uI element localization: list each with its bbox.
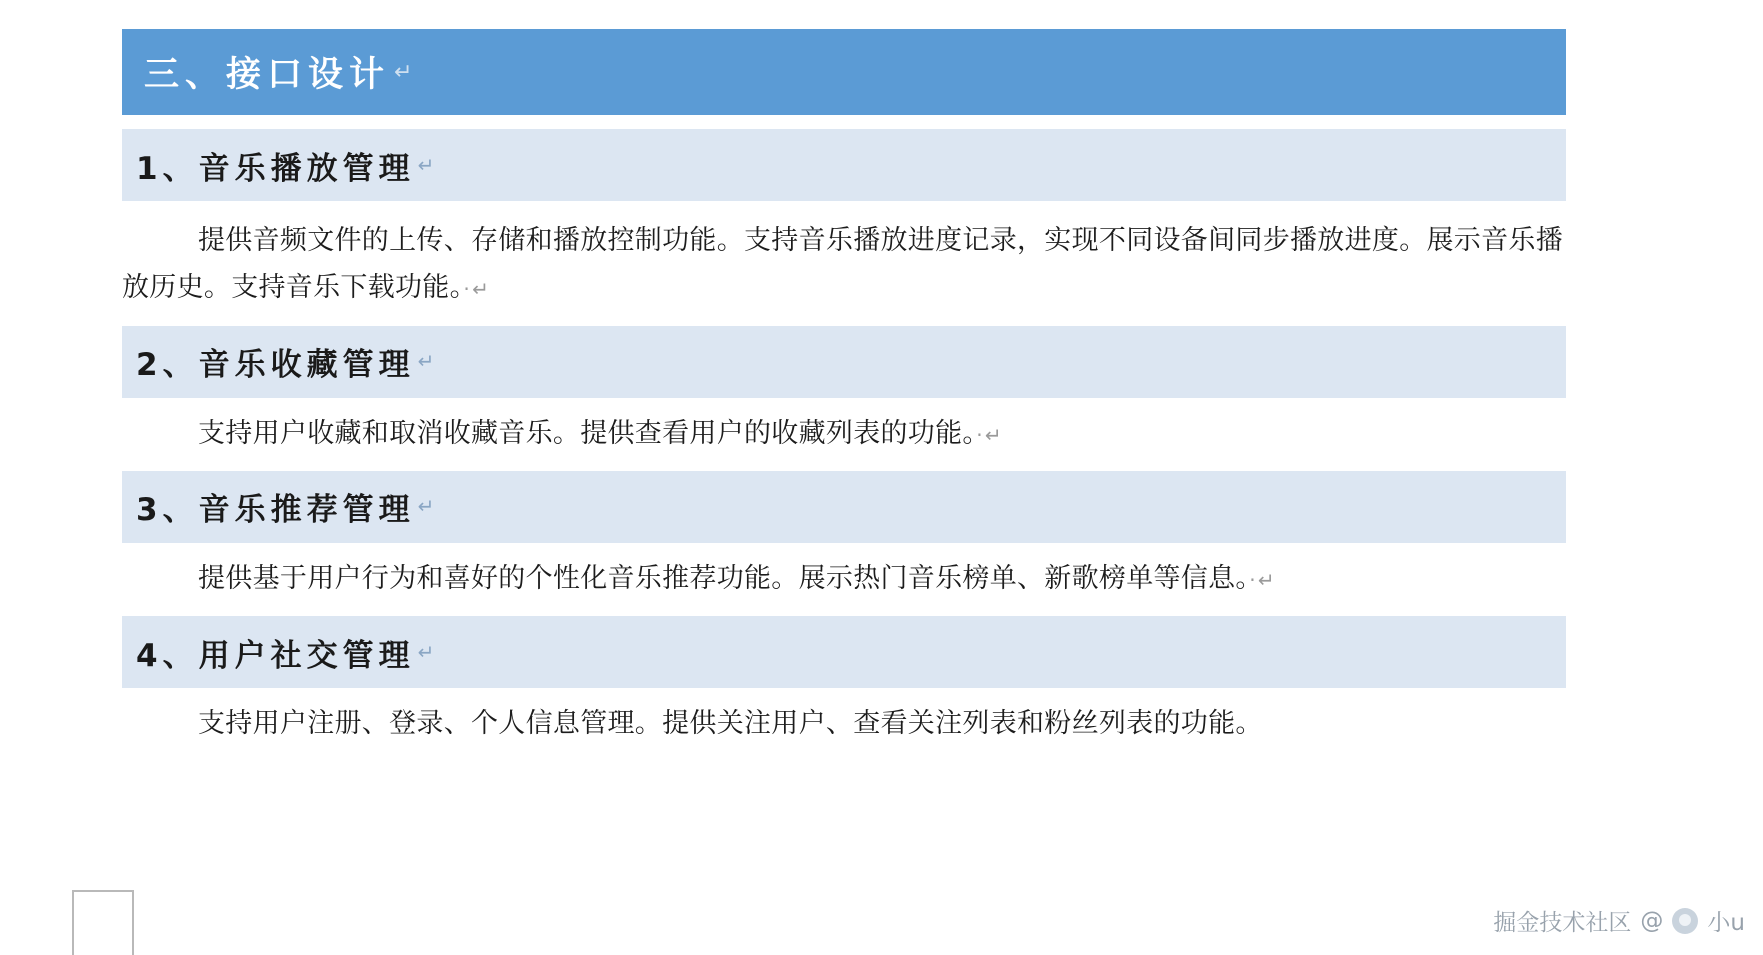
space-mark-icon: · [1249, 567, 1256, 592]
subsection-heading-text: 3、音乐推荐管理 [136, 492, 415, 529]
subsection-body-text: 提供音频文件的上传、存储和播放控制功能。支持音乐播放进度记录，实现不同设备间同步播放进度。展示音乐播放历史。支持音乐下载功能。 [122, 225, 1563, 304]
paragraph-mark-icon: ↵ [417, 641, 435, 664]
space-mark-icon: · [976, 422, 983, 447]
avatar-icon [1672, 908, 1698, 934]
subsection-body-3 [122, 555, 1570, 602]
paragraph-mark-icon: ↵ [417, 351, 435, 373]
subsection-heading-bar-3 [122, 471, 1566, 543]
subsection-heading-text: 2、音乐收藏管理 [136, 347, 415, 383]
paragraph-mark-icon: ↵ [472, 277, 490, 302]
subsection-body-text: 支持用户注册、登录、个人信息管理。提供关注用户、查看关注列表和粉丝列表的功能。 [198, 708, 1263, 739]
section-heading-bar [122, 29, 1566, 115]
subsection-body-1 [122, 217, 1570, 312]
subsection-body-text: 提供基于用户行为和喜好的个性化音乐推荐功能。展示热门音乐榜单、新歌榜单等信息。 [198, 562, 1250, 594]
subsection-body-text: 支持用户收藏和取消收藏音乐。提供查看用户的收藏列表的功能。 [198, 417, 977, 449]
paragraph-mark-icon: ↵ [1257, 567, 1275, 592]
watermark [1493, 904, 1745, 937]
watermark-at-symbol: @ [1640, 907, 1664, 934]
section-heading-text: 三、接口设计 [144, 55, 391, 95]
subsection-heading-bar-4 [122, 616, 1566, 688]
subsection-body-2 [122, 410, 1570, 457]
watermark-username-text: 小u [1707, 910, 1745, 936]
paragraph-mark-icon: ↵ [417, 496, 435, 519]
watermark-site-text: 掘金技术社区 [1493, 910, 1632, 936]
subsection-heading-bar-2 [122, 326, 1566, 398]
subsection-heading-text: 1、音乐播放管理 [136, 150, 415, 187]
paragraph-mark-icon: ↵ [417, 154, 435, 177]
page-corner-mark [72, 890, 134, 955]
paragraph-mark-icon: ↵ [394, 59, 413, 84]
subsection-body-4 [122, 700, 1570, 747]
space-mark-icon: · [463, 277, 471, 302]
subsection-heading-bar-1 [122, 129, 1566, 201]
subsection-heading-text: 4、用户社交管理 [136, 637, 415, 674]
paragraph-mark-icon: ↵ [984, 422, 1002, 447]
